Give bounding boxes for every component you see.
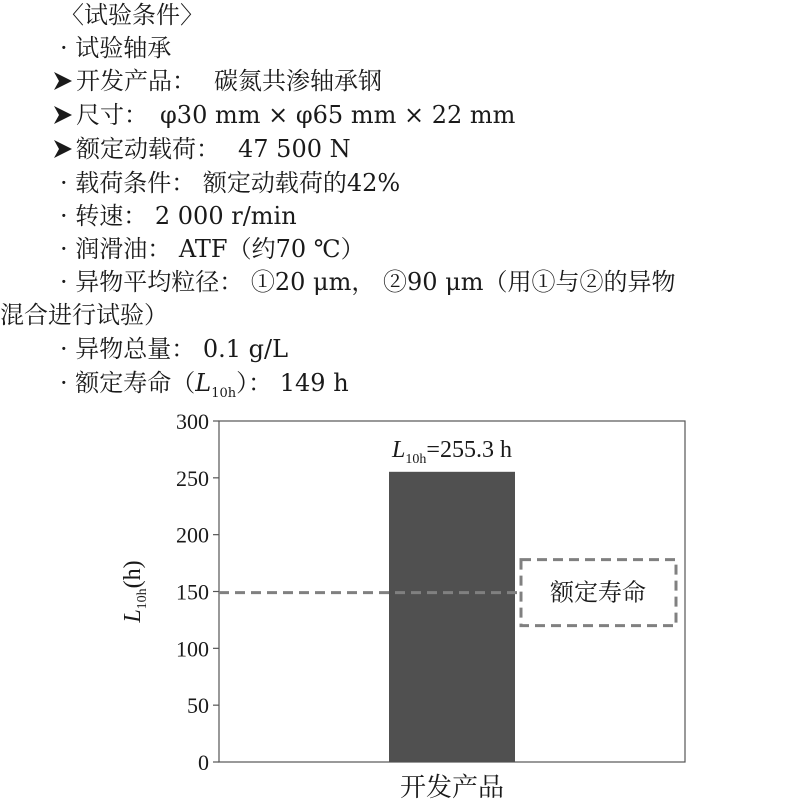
- particle-size-item: · 异物平均粒径： ①20 μm， ②90 μm（用①与②的异物: [60, 268, 676, 296]
- y-tick-label: 300: [176, 409, 209, 434]
- particle-size-item-cont: 混合进行试验）: [0, 301, 168, 329]
- bar-label-group: [391, 437, 512, 467]
- size-item: [52, 100, 515, 130]
- rated-load-item: [52, 134, 351, 164]
- arrow-bullet-icon: [52, 138, 74, 160]
- y-axis-title: [120, 560, 150, 623]
- arrow-bullet-icon: [52, 104, 74, 126]
- product-value: 碳氮共渗轴承钢: [214, 67, 382, 95]
- y-tick-label: 200: [176, 522, 209, 548]
- bar-value-sub: 10h: [405, 451, 427, 467]
- particle-amount-item: · 异物总量： 0.1 g/L: [60, 335, 289, 363]
- y-axis-label: [120, 560, 150, 623]
- rated-life-L: L: [195, 369, 212, 397]
- bar: [389, 472, 515, 762]
- y-tick-label: 250: [176, 465, 209, 491]
- y-tick-label: 50: [187, 693, 209, 719]
- speed-item: · 转速： 2 000 r/min: [60, 202, 297, 230]
- bars: [389, 472, 515, 762]
- y-tick-label: 0: [198, 750, 209, 775]
- size-value: φ30 mm × φ65 mm × 22 mm: [160, 101, 516, 129]
- product-item: [52, 66, 382, 96]
- product-label: 开发产品：: [76, 67, 196, 95]
- size-label: 尺寸：: [76, 101, 148, 129]
- bearing-item: · 试验轴承: [60, 34, 172, 62]
- rated-life-suffix: ）： 149 h: [236, 369, 349, 397]
- rated-life-sub: 10h: [211, 386, 237, 401]
- reference-line-label: 额定寿命: [550, 578, 646, 607]
- x-category-label: 开发产品: [399, 773, 505, 800]
- oil-item: · 润滑油： ATF（约70 ℃）: [60, 235, 365, 263]
- y-tick-label: 150: [176, 579, 209, 605]
- y-axis: [176, 409, 219, 775]
- y-axis-sub: 10h: [135, 588, 150, 610]
- life-bar-chart: [0, 400, 795, 800]
- y-tick-label: 100: [176, 636, 209, 662]
- y-axis-L: L: [120, 609, 146, 623]
- bar-value-L: L: [392, 436, 406, 463]
- rated-load-value: 47 500 N: [238, 135, 351, 163]
- rated-life-prefix: · 额定寿命（: [60, 369, 196, 397]
- y-axis-unit: (h): [120, 560, 146, 589]
- bar-value-label: [391, 437, 512, 467]
- x-axis: [400, 773, 504, 800]
- bar-value-text: =255.3 h: [426, 436, 512, 463]
- heading: 〈试验条件〉: [60, 1, 204, 29]
- load-condition-item: · 载荷条件： 额定动载荷的42%: [60, 169, 401, 197]
- rated-load-label: 额定动载荷：: [76, 135, 220, 163]
- arrow-bullet-icon: [52, 70, 74, 92]
